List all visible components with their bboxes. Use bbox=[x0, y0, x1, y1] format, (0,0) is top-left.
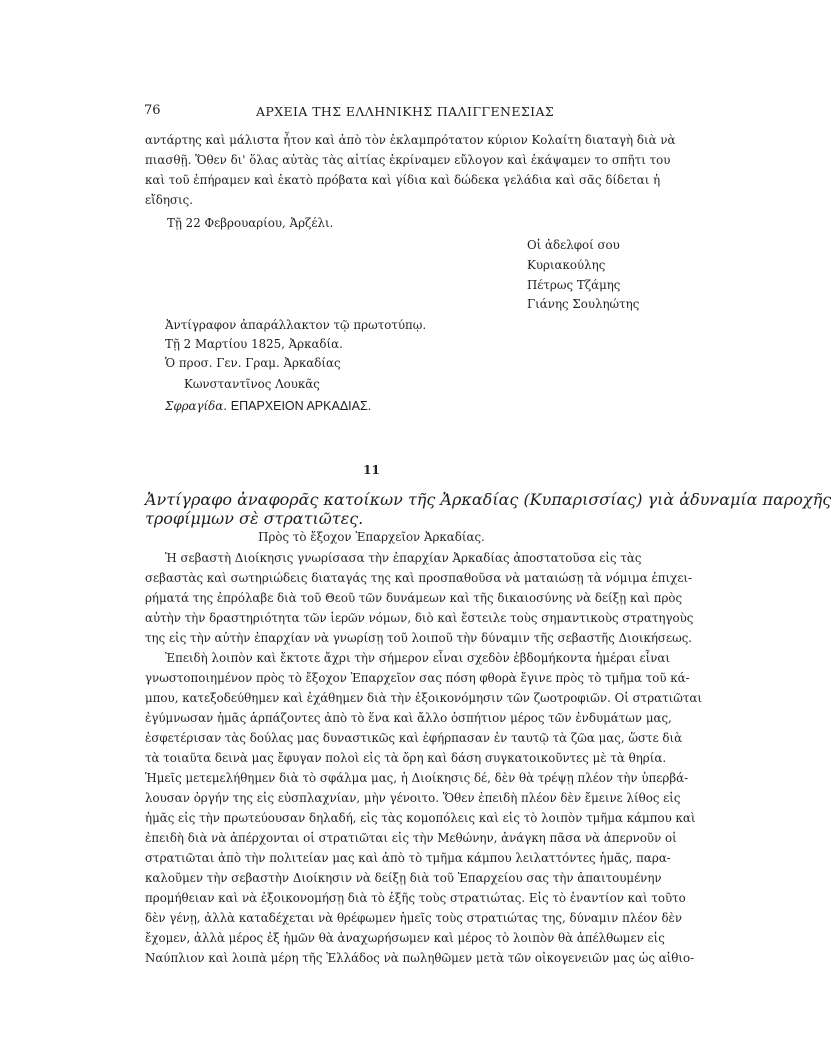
copy-note-line: Ἀντίγραφον ἀπαράλλακτον τῷ πρωτοτύπῳ. bbox=[165, 318, 427, 332]
addressee: Πρὸς τὸ ἔξοχον Ἐπαρχεῖον Ἀρκαδίας. bbox=[258, 530, 485, 544]
date-line: Τῇ 22 Φεβρουαρίου, Ἀρζέλι. bbox=[167, 216, 334, 230]
text-line: ἐπειδὴ διὰ νὰ ἀπέρχονται οἱ στρατιῶται εἰς τὴν Μεθώνην, ἀνάγκη πᾶσα νὰ ἀπερνοῦν οἱ bbox=[145, 831, 677, 845]
text-line: αὐτὴν τὴν δραστηριότητα τῶν ἱερῶν νόμων, διὸ καὶ ἔστειλε τοὺς σημαντικοὺς στρατηγοὺς bbox=[145, 611, 694, 625]
title-line: τροφίμμων σὲ στρατιῶτες. bbox=[145, 509, 364, 528]
page-number: 76 bbox=[144, 103, 161, 118]
seal-text: ΕΠΑΡΧΕΙΟΝ ΑΡΚΑΔΙΑΣ. bbox=[230, 399, 372, 413]
copy-note-signer: Κωνσταντῖνος Λουκᾶς bbox=[184, 377, 320, 391]
text-line: προμήθειαν καὶ νὰ ἐξοικονομήσῃ διὰ τὸ ἑξῆς τοὺς στρατιώτας. Εἰς τὸ ἐναντίον καὶ τοῦτο bbox=[145, 891, 686, 905]
text-line: αντάρτης καὶ μάλιστα ἦτον καὶ ἀπὸ τὸν ἐκλαμπρότατον κύριον Κολαίτη διαταγὴ διὰ νὰ bbox=[145, 133, 676, 147]
text-line: ρήματά της ἐπρόλαβε διὰ τοῦ Θεοῦ τῶν δυνάμεων καὶ τῆς δικαιοσύνης νὰ δείξῃ καὶ πρὸς bbox=[145, 591, 683, 605]
signature-line: Πέτρως Τζάμης bbox=[527, 278, 621, 292]
copy-note-line: Ὁ προσ. Γεν. Γραμ. Ἀρκαδίας bbox=[165, 356, 341, 370]
seal-label: Σφραγίδα. bbox=[165, 399, 227, 413]
text-line: Ἡ σεβαστὴ Διοίκησις γνωρίσασα τὴν ἐπαρχίαν Ἀρκαδίας ἀποστατοῦσα εἰς τὰς bbox=[165, 551, 642, 565]
text-line: ἡμᾶς εἰς τὴν πρωτεύουσαν δηλαδή, εἰς τὰς κομοπόλεις καὶ εἰς τὸ λοιπὸν τμῆμα κάμπου καὶ bbox=[145, 811, 696, 825]
text-line: εἴδησις. bbox=[145, 193, 193, 207]
text-line: καλοῦμεν τὴν σεβαστὴν Διοίκησιν νὰ δείξῃ διὰ τοῦ Ἐπαρχείου σας τὴν ἀπαιτουμένην bbox=[145, 871, 662, 885]
text-line: ἐγύμνωσαν ἡμᾶς ἁρπάζοντες ἀπὸ τὸ ἕνα καὶ ἄλλο ὁσπήτιον μέρος τῶν ἐνδυμάτων μας, bbox=[145, 711, 672, 725]
text-line: Ἡμεῖς μετεμελήθημεν διὰ τὸ σφάλμα μας, ἡ Διοίκησις δέ, δὲν θὰ τρέψῃ πλέον τὴν ὑπερβά- bbox=[145, 771, 689, 785]
text-line: μπου, κατεξοδεύθημεν καὶ ἐχάθημεν διὰ τὴν ἐξοικονόμησιν τῶν ζωοτροφιῶν. Οἱ στρατιῶται bbox=[145, 691, 702, 705]
signature-line: Κυριακούλης bbox=[527, 258, 606, 272]
seal-line bbox=[165, 399, 371, 413]
text-line: Ἐπειδὴ λοιπὸν καὶ ἔκτοτε ἄχρι τὴν σήμερον εἶναι σχεδὸν ἑβδομήκοντα ἡμέραι εἶναι bbox=[165, 651, 670, 665]
running-head: ΑΡΧΕΙΑ ΤΗΣ ΕΛΛΗΝΙΚΗΣ ΠΑΛΙΓΓΕΝΕΣΙΑΣ bbox=[256, 104, 555, 119]
text-line: τὰ τοιαῦτα δεινὰ μας ἔφυγαν πολοὶ εἰς τὰ ὄρη καὶ δάση συγκατοικοῦντες μὲ τὰ θηρία. bbox=[145, 751, 667, 765]
text-line: πιασθῇ. Ὅθεν δι' ὅλας αὐτὰς τὰς αἰτίας ἐκρίναμεν εὔλογον καὶ ἐκάψαμεν το σπῆτι του bbox=[145, 153, 671, 167]
text-line: ἐσφετέρισαν τὰς δούλας μας δυναστικῶς καὶ ἐφήρπασαν ἐν ταυτῷ τὰ ζῶα μας, ὥστε διὰ bbox=[145, 731, 683, 745]
text-line: ἔχομεν, ἀλλὰ μέρος ἐξ ἡμῶν θὰ ἀναχωρήσωμεν καὶ μέρος τὸ λοιπὸν θὰ ἀπέλθωμεν εἰς bbox=[145, 931, 665, 945]
text-line: δὲν γένῃ, ἀλλὰ καταδέχεται νὰ θρέφωμεν ἡμεῖς τοὺς στρατιώτας της, δύναμιν πλέον δὲν bbox=[145, 911, 683, 925]
signature-line: Γιάνης Σουληώτης bbox=[527, 297, 640, 311]
text-line: καὶ τοῦ ἐπήραμεν καὶ ἑκατὸ πρόβατα καὶ γίδια καὶ δώδεκα γελάδια καὶ σᾶς δίδεται ἡ bbox=[145, 173, 661, 187]
text-line: Ναύπλιον καὶ λοιπὰ μέρη τῆς Ἑλλάδος νὰ πωληθῶμεν μετὰ τῶν οἰκογενειῶν μας ὡς αἰθιο- bbox=[145, 951, 695, 965]
text-line: στρατιῶται ἀπὸ τὴν πολιτείαν μας καὶ ἀπὸ τὸ τμῆμα κάμπου λειλαττόντες ἡμᾶς, παρα- bbox=[145, 851, 671, 865]
text-line: σεβαστὰς καὶ σωτηριώδεις διαταγάς της καὶ προσπαθοῦσα νὰ ματαιώσῃ τὰ νόμιμα ἐπιχει- bbox=[145, 571, 693, 585]
signature-line: Οἱ ἀδελφοί σου bbox=[527, 238, 620, 252]
copy-note-line: Τῇ 2 Μαρτίου 1825, Ἀρκαδία. bbox=[165, 337, 343, 351]
text-line: λουσαν ὀργήν της εἰς εὐσπλαχνίαν, μὴν γένοιτο. Ὅθεν ἐπειδὴ πλέον δὲν ἔμεινε λίθος εἰς bbox=[145, 791, 681, 805]
text-line: γνωστοποιημένον πρὸς τὸ ἔξοχον Ἐπαρχεῖον σας πόση φθορὰ ἔγινε πρὸς τὸ τμῆμα τοῦ κά- bbox=[145, 671, 690, 685]
title-line: Ἀντίγραφο ἀναφορᾶς κατοίκων τῆς Ἀρκαδίας (Κυπαρισσίας) γιὰ ἀδυναμία παροχῆς bbox=[145, 490, 831, 509]
text-line: της εἰς τὴν αὐτὴν ἐπαρχίαν νὰ γνωρίσῃ τοῦ λοιποῦ τὴν δύναμιν τῆς σεβαστῆς Διοικήσεως. bbox=[145, 631, 693, 645]
document-number: 11 bbox=[363, 463, 380, 477]
